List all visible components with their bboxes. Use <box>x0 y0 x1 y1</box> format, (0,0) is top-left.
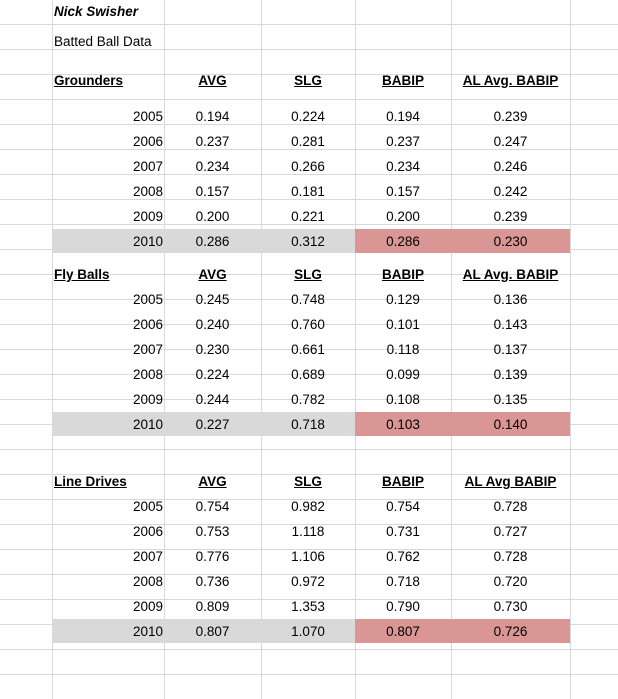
avg-cell[interactable]: 0.776 <box>195 549 230 564</box>
slg-cell[interactable]: 0.748 <box>291 292 325 307</box>
avg-cell[interactable]: 0.809 <box>195 599 230 614</box>
al-babip-cell[interactable]: 0.727 <box>493 524 528 539</box>
slg-cell[interactable]: 0.718 <box>291 417 325 432</box>
avg-cell[interactable]: 0.157 <box>195 184 230 199</box>
babip-cell[interactable]: 0.157 <box>386 184 420 199</box>
slg-cell[interactable]: 0.312 <box>291 234 325 249</box>
year-cell[interactable]: 2007 <box>132 159 163 174</box>
section-label[interactable]: Line Drives <box>54 474 127 489</box>
avg-cell[interactable]: 0.230 <box>195 342 230 357</box>
section-label[interactable]: Grounders <box>54 73 124 88</box>
year-cell[interactable]: 2006 <box>132 524 163 539</box>
column-header[interactable]: SLG <box>294 73 322 88</box>
al-babip-cell[interactable]: 0.726 <box>493 624 528 639</box>
column-header[interactable]: SLG <box>294 474 322 489</box>
avg-cell[interactable]: 0.807 <box>195 624 230 639</box>
babip-cell[interactable]: 0.234 <box>386 159 420 174</box>
al-babip-cell[interactable]: 0.140 <box>493 417 528 432</box>
year-cell[interactable]: 2007 <box>132 549 163 564</box>
babip-cell[interactable]: 0.807 <box>386 624 420 639</box>
column-header[interactable]: BABIP <box>381 73 424 88</box>
slg-cell[interactable]: 0.281 <box>291 134 325 149</box>
avg-cell[interactable]: 0.200 <box>195 209 230 224</box>
babip-cell[interactable]: 0.129 <box>386 292 420 307</box>
column-header[interactable]: AL Avg. BABIP <box>462 267 559 282</box>
column-header[interactable]: AL Avg. BABIP <box>462 73 559 88</box>
column-header[interactable]: SLG <box>294 267 322 282</box>
slg-cell[interactable]: 0.972 <box>291 574 325 589</box>
babip-cell[interactable]: 0.718 <box>386 574 420 589</box>
column-header[interactable]: BABIP <box>381 267 424 282</box>
year-cell[interactable]: 2009 <box>132 599 163 614</box>
slg-cell[interactable]: 0.221 <box>291 209 325 224</box>
slg-cell[interactable]: 1.070 <box>291 624 325 639</box>
year-cell[interactable]: 2009 <box>132 392 163 407</box>
avg-cell[interactable]: 0.240 <box>195 317 230 332</box>
sheet-title[interactable]: Nick Swisher <box>54 4 139 19</box>
babip-cell[interactable]: 0.790 <box>386 599 420 614</box>
babip-cell[interactable]: 0.103 <box>386 417 420 432</box>
avg-cell[interactable]: 0.245 <box>195 292 230 307</box>
year-cell[interactable]: 2008 <box>132 367 163 382</box>
slg-cell[interactable]: 0.982 <box>291 499 325 514</box>
al-babip-cell[interactable]: 0.137 <box>493 342 528 357</box>
al-babip-cell[interactable]: 0.246 <box>493 159 528 174</box>
slg-cell[interactable]: 0.224 <box>291 109 325 124</box>
babip-cell[interactable]: 0.118 <box>386 342 420 357</box>
year-cell[interactable]: 2006 <box>132 134 163 149</box>
al-babip-cell[interactable]: 0.728 <box>493 499 528 514</box>
babip-cell[interactable]: 0.762 <box>386 549 420 564</box>
row-gridline <box>0 449 618 450</box>
avg-cell[interactable]: 0.736 <box>195 574 230 589</box>
column-header[interactable]: AVG <box>198 73 227 88</box>
year-cell[interactable]: 2010 <box>132 624 163 639</box>
avg-cell[interactable]: 0.754 <box>195 499 230 514</box>
section-label[interactable]: Fly Balls <box>54 267 110 282</box>
babip-cell[interactable]: 0.194 <box>386 109 420 124</box>
avg-cell[interactable]: 0.753 <box>195 524 230 539</box>
year-cell[interactable]: 2005 <box>132 292 163 307</box>
year-cell[interactable]: 2009 <box>132 209 163 224</box>
slg-cell[interactable]: 0.782 <box>291 392 325 407</box>
slg-cell[interactable]: 0.760 <box>291 317 325 332</box>
year-cell[interactable]: 2006 <box>132 317 163 332</box>
al-babip-cell[interactable]: 0.728 <box>493 549 528 564</box>
slg-cell[interactable]: 0.661 <box>291 342 325 357</box>
column-header[interactable]: AL Avg BABIP <box>464 474 557 489</box>
al-babip-cell[interactable]: 0.230 <box>493 234 528 249</box>
year-cell[interactable]: 2008 <box>132 184 163 199</box>
avg-cell[interactable]: 0.224 <box>195 367 230 382</box>
babip-cell[interactable]: 0.754 <box>386 499 420 514</box>
year-cell[interactable]: 2008 <box>132 574 163 589</box>
slg-cell[interactable]: 1.353 <box>291 599 325 614</box>
slg-cell[interactable]: 1.118 <box>291 524 325 539</box>
year-cell[interactable]: 2010 <box>132 234 163 249</box>
column-header[interactable]: BABIP <box>381 474 424 489</box>
babip-cell[interactable]: 0.099 <box>386 367 420 382</box>
slg-cell[interactable]: 0.689 <box>291 367 325 382</box>
row-gridline <box>0 674 618 675</box>
al-babip-cell[interactable]: 0.239 <box>493 109 528 124</box>
avg-cell[interactable]: 0.286 <box>195 234 230 249</box>
al-babip-cell[interactable]: 0.730 <box>493 599 528 614</box>
babip-cell[interactable]: 0.200 <box>386 209 420 224</box>
slg-cell[interactable]: 1.106 <box>291 549 325 564</box>
row-gridline <box>0 99 618 100</box>
al-babip-cell[interactable]: 0.242 <box>493 184 528 199</box>
row-gridline <box>0 649 618 650</box>
al-babip-cell[interactable]: 0.143 <box>493 317 528 332</box>
column-header[interactable]: AVG <box>198 267 227 282</box>
year-cell[interactable]: 2010 <box>132 417 163 432</box>
year-cell[interactable]: 2005 <box>132 499 163 514</box>
slg-cell[interactable]: 0.266 <box>291 159 325 174</box>
avg-cell[interactable]: 0.194 <box>195 109 230 124</box>
al-babip-cell[interactable]: 0.720 <box>493 574 528 589</box>
year-cell[interactable]: 2007 <box>132 342 163 357</box>
sheet-subtitle[interactable]: Batted Ball Data <box>54 34 152 49</box>
babip-cell[interactable]: 0.731 <box>386 524 420 539</box>
babip-cell[interactable]: 0.108 <box>386 392 420 407</box>
avg-cell[interactable]: 0.244 <box>195 392 230 407</box>
avg-cell[interactable]: 0.234 <box>195 159 230 174</box>
slg-cell[interactable]: 0.181 <box>291 184 325 199</box>
column-header[interactable]: AVG <box>198 474 227 489</box>
row-gridline <box>0 24 618 25</box>
al-babip-cell[interactable]: 0.139 <box>493 367 528 382</box>
al-babip-cell[interactable]: 0.247 <box>493 134 528 149</box>
babip-cell[interactable]: 0.286 <box>386 234 420 249</box>
avg-cell[interactable]: 0.237 <box>195 134 230 149</box>
avg-cell[interactable]: 0.227 <box>195 417 230 432</box>
al-babip-cell[interactable]: 0.136 <box>493 292 528 307</box>
babip-cell[interactable]: 0.101 <box>386 317 420 332</box>
al-babip-cell[interactable]: 0.239 <box>493 209 528 224</box>
babip-cell[interactable]: 0.237 <box>386 134 420 149</box>
al-babip-cell[interactable]: 0.135 <box>493 392 528 407</box>
year-cell[interactable]: 2005 <box>132 109 163 124</box>
